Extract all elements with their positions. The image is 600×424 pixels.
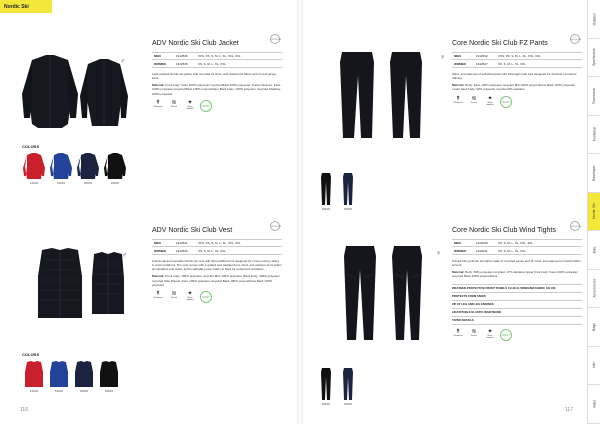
vest-features <box>152 291 282 303</box>
windproof-icon: ↟ <box>455 328 461 335</box>
male-symbol-icon: ♂ <box>122 252 128 259</box>
swatch-garment <box>22 360 46 388</box>
tights-material: Material: Body: 83% polyester recycled, 17% elastane Upper front body: Face 100% polyester recycled Back 100% polyurethane <box>452 270 578 279</box>
feature-water-repellent: ✦ Water repellent <box>486 328 494 339</box>
feature-water-repellent: ✦ Water repellent <box>186 99 194 111</box>
color-swatch[interactable] <box>342 367 354 406</box>
feature-water-repellent: ✦ Water repellent <box>486 95 494 106</box>
sustainability-icon: SUST <box>500 96 512 108</box>
swatch-code: 999000 <box>321 208 331 211</box>
jacket-size-table <box>152 52 282 68</box>
stretch-icon: ≋ <box>171 290 177 297</box>
feature-stretch: ≋ Stretch <box>170 99 178 108</box>
vest-category-badge: OUTDOOR <box>270 221 280 231</box>
pants-product-image <box>330 50 440 142</box>
spec-item: TAPED DETAILS <box>452 316 582 325</box>
section-tab-info[interactable] <box>588 347 600 386</box>
section-tab-label: Outdoor <box>592 12 596 26</box>
swatch-garment <box>22 152 46 180</box>
jacket-women-figure <box>80 59 128 126</box>
feature-stretch: ≋ Stretch <box>470 328 478 337</box>
windproof-icon: ↟ <box>155 290 161 297</box>
section-tab-label: Footwear <box>592 126 596 142</box>
swatch-code: 346000 <box>56 182 66 185</box>
pants-men-figure <box>340 52 374 138</box>
tights-category-badge: OUTDOOR <box>570 221 580 231</box>
tights-info <box>452 227 582 341</box>
stretch-icon: ≋ <box>171 99 177 106</box>
vest-material: Material: Front body: 100% polyester recycled Mid: 100% polyester. Back body: 100% polyester recycled Side Panels: Face 100% polyester recycled Back 100% polyurethane Back 100% polyester <box>152 274 280 287</box>
section-tab-bags[interactable] <box>588 308 600 347</box>
section-tab-label: Teamwear <box>592 87 596 104</box>
swatch-code: 396000 <box>79 390 89 393</box>
swatch-garment <box>72 360 96 388</box>
pants-material: Material: Body: Face 100% polyester recycled Mid 100% polyurethane Back 100% polyester Lower back body: 92% polyester recycled 8% elastane <box>452 83 576 92</box>
sustainability-icon: SUST <box>200 100 212 112</box>
windproof-icon: ↟ <box>155 99 161 106</box>
tights-size-row-women: WOMEN 1913031 XS, S, M, L, XL, XXL <box>452 247 582 254</box>
page-number-left: 116 <box>20 407 28 413</box>
vest-size-row-women: WOMEN 1912526 XS, S, M, L, XL, XXL <box>152 247 282 254</box>
section-tab-accessories[interactable] <box>588 270 600 309</box>
swatch-code: 396000 <box>343 208 353 211</box>
swatch-garment <box>49 152 73 180</box>
jacket-men-figure <box>22 55 78 128</box>
section-tab-bike[interactable] <box>588 231 600 270</box>
tights-spec-list <box>452 284 582 325</box>
water-repellent-icon: ✦ <box>487 328 493 335</box>
swatch-garment <box>97 360 121 388</box>
pants-info <box>452 40 582 108</box>
male-symbol-icon: ♂ <box>120 58 126 65</box>
pants-size-row-men: MEN 1912532 XXS, XS, S, M, L, XL, XXL, 3XL <box>452 53 582 60</box>
section-tab-nordic-ski[interactable] <box>588 193 600 232</box>
swatch-garment <box>47 360 71 388</box>
jacket-size-row-men: MEN 1912526 XXS, XS, S, M, L, XL, XXL, 3XL <box>152 53 282 60</box>
spec-item: PROTECTS FROM SNOW <box>452 292 582 300</box>
stretch-icon: ≋ <box>471 95 477 102</box>
section-tab-teamwear[interactable] <box>588 77 600 116</box>
jacket-material: Material: Front body: Face 100% polyester recycled Back 100% polyester. Frame Sleeves: Face 100% polyester recycled Back 100% polyurethane Back body: 100% polyester recycled Padding: 100% polyester <box>152 83 281 96</box>
jacket-colors-heading: COLORS <box>22 144 40 149</box>
swatch-garment <box>320 172 332 206</box>
color-swatch[interactable] <box>342 172 354 211</box>
tights-title: Core Nordic Ski Club Wind Tights <box>452 227 556 234</box>
vest-info <box>152 227 282 303</box>
female-symbol-icon: ♀ <box>436 250 442 257</box>
color-swatch[interactable] <box>22 152 46 185</box>
spec-item: WEATHER-PROTECTIVE FRONT PANELS CLUB 2L WINDAND FABRIC AN 10K <box>452 284 582 292</box>
section-tab-label: Bags <box>591 322 596 331</box>
female-symbol-icon: ♀ <box>440 54 446 61</box>
pants-features <box>452 96 582 108</box>
sustainability-icon: SUST <box>500 329 512 341</box>
section-tab-label: Sportswear <box>592 48 597 67</box>
color-swatch[interactable] <box>49 152 73 185</box>
jacket-size-row-women: WOMEN 1912525 XS, S, M, L, XL, XXL <box>152 60 282 67</box>
feature-windproof: ↟ Windproof <box>153 290 163 299</box>
section-tab-label: Index <box>592 399 596 409</box>
color-swatch[interactable] <box>320 367 332 406</box>
pants-size-row-women: WOMEN 1912527 XS, S, M, L, XL, XXL <box>452 60 582 67</box>
feature-water-repellent: ✦ Water repellent <box>186 290 194 302</box>
vest-product-image <box>30 246 130 326</box>
section-tabs <box>587 0 600 424</box>
color-swatch[interactable] <box>47 360 71 393</box>
water-repellent-icon: ✦ <box>487 95 493 102</box>
swatch-code: 396000 <box>83 182 93 185</box>
section-tag-label: Nordic Ski <box>4 4 29 10</box>
jacket-description: Light padded Nordic ski jacket with recycled 2L wind- and waterproof fabric at front and jersey back. <box>152 71 277 80</box>
water-repellent-icon: ✦ <box>187 99 193 106</box>
section-tab-label: Info <box>592 362 596 369</box>
pants-title: Core Nordic Ski Club FZ Pants <box>452 40 548 47</box>
jacket-product-image <box>18 52 128 134</box>
swatch-garment <box>320 367 332 401</box>
section-tag <box>0 0 52 13</box>
tights-description: Pulsed Firing Nordic ski tights made of recycled jersey and 2L wind- and waterproof stretch fabric at front. <box>452 258 581 267</box>
tights-features <box>452 329 582 341</box>
section-tab-baselayer[interactable] <box>588 154 600 193</box>
sustainability-icon: SUST <box>200 291 212 303</box>
color-swatch[interactable] <box>97 360 121 393</box>
tights-size-table <box>452 239 582 255</box>
tights-size-row-men: MEN 1913030 XS, S, M, L, XL, XXL, 3XL <box>452 240 582 247</box>
pants-women-figure <box>390 52 422 138</box>
section-tab-sportswear[interactable] <box>588 39 600 78</box>
vest-title: ADV Nordic Ski Club Vest <box>152 227 233 234</box>
swatch-garment <box>342 172 354 206</box>
jacket-category-badge: OUTDOOR <box>270 34 280 44</box>
section-tab-index[interactable] <box>588 385 600 424</box>
swatch-code: 999000 <box>321 403 331 406</box>
swatch-garment <box>342 367 354 401</box>
pants-description: Wind- and waterproof softshell pants with full-length side zips designed for all kinds of outdoor training. <box>452 71 577 80</box>
feature-windproof: ↟ Windproof <box>453 328 463 337</box>
vest-men-figure <box>38 248 82 318</box>
section-tab-label: Bike <box>592 246 596 254</box>
feature-stretch: ≋ Stretch <box>470 95 478 104</box>
section-tab-label: Baselayer <box>592 164 597 181</box>
color-swatch[interactable] <box>320 172 332 211</box>
feature-stretch: ≋ Stretch <box>170 290 178 299</box>
swatch-code: 396000 <box>343 403 353 406</box>
section-tab-label: Accessories <box>592 278 596 298</box>
swatch-code: 999000 <box>104 390 114 393</box>
page-number-right: 117 <box>565 407 573 413</box>
spec-item: ZIP AT LEG AND LEG ENDINGS <box>452 300 582 308</box>
jacket-info <box>152 40 282 112</box>
pants-size-table <box>452 52 582 68</box>
swatch-code: 430000 <box>29 182 39 185</box>
water-repellent-icon: ✦ <box>187 290 193 297</box>
jacket-features <box>152 100 282 112</box>
vest-size-table <box>152 239 282 255</box>
feature-windproof: ↟ Windproof <box>153 99 163 108</box>
section-tab-footwear[interactable] <box>588 116 600 155</box>
color-swatch[interactable] <box>103 152 127 185</box>
vest-women-figure <box>92 252 124 314</box>
feature-windproof: ↟ Windproof <box>453 95 463 104</box>
pants-category-badge: OUTDOOR <box>570 34 580 44</box>
vest-description: Functional and versatile Nordic ski vest with light padded front designed for cross-country skiing in cold conditions. The vest comes with a quilted and padded front, wind- and waterproof 2L fabric at shoulders and sides, and breathable jersey fabric at back for enhanced ventilation. <box>152 258 282 272</box>
color-swatch[interactable] <box>72 360 96 393</box>
swatch-garment <box>103 152 127 180</box>
windproof-icon: ↟ <box>455 95 461 102</box>
jacket-title: ADV Nordic Ski Club Jacket <box>152 40 239 47</box>
section-tab-outdoor[interactable] <box>588 0 600 39</box>
swatch-garment <box>76 152 100 180</box>
page-spine <box>297 0 303 424</box>
stretch-icon: ≋ <box>471 328 477 335</box>
swatch-code: 999000 <box>110 182 120 185</box>
tights-men-figure <box>344 246 376 340</box>
color-swatch[interactable] <box>76 152 100 185</box>
color-swatch[interactable] <box>22 360 46 393</box>
vest-colors-heading: COLORS <box>22 352 40 357</box>
spec-item: ADJUSTABLE ELASTIC WAISTBAND <box>452 308 582 316</box>
section-tab-label: Nordic Ski <box>592 203 597 220</box>
swatch-code: 430000 <box>29 390 39 393</box>
tights-women-figure <box>392 246 422 340</box>
swatch-code: 346000 <box>54 390 64 393</box>
tights-product-image <box>336 244 446 344</box>
vest-size-row-men: MEN 1912521 XXS, XS, S, M, L, XL, XXL, 3XL <box>152 240 282 247</box>
